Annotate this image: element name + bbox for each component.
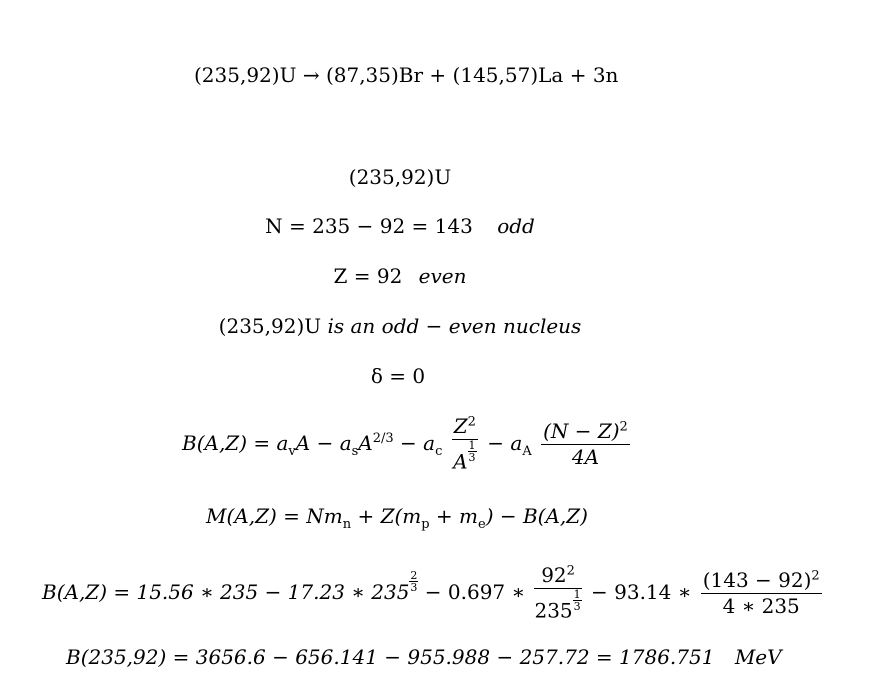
- mass-eq: [206, 504, 588, 532]
- semf-term2-exp: 2/3: [372, 431, 394, 447]
- semf-term1: A − a: [295, 430, 352, 455]
- plus-sign: +: [429, 63, 447, 87]
- ac-sub: c: [435, 443, 443, 459]
- nucleus-text: (235,92)U: [348, 165, 452, 189]
- numeric-fraction2: [701, 568, 822, 619]
- numeric-frac1-num-exp: 2: [566, 563, 575, 579]
- mass-rest: ) − B(A,Z): [485, 504, 588, 528]
- aA-sub: A: [522, 443, 532, 459]
- proton-number-text: Z = 92: [333, 264, 403, 288]
- proton-number-eq: [333, 264, 466, 288]
- plus-sign: +: [569, 63, 587, 87]
- result-eq: [66, 645, 782, 669]
- coulomb-den-exp: $\frac{1}{3}$: [468, 439, 476, 464]
- arrow: →: [302, 63, 320, 87]
- mass-plus: + Z(m: [351, 504, 422, 528]
- coulomb-fraction: [452, 414, 478, 475]
- numeric-frac2-num: (143 − 92): [702, 567, 812, 592]
- classification-nucleus: (235,92)U: [218, 314, 322, 338]
- numeric-mid2: − 93.14 ∗: [584, 579, 698, 604]
- numeric-eq: [42, 563, 825, 624]
- numeric-frac1-den-exp: $\frac{1}{3}$: [573, 588, 581, 613]
- semf-term2-var: A: [358, 430, 373, 455]
- numeric-mid: − 0.697 ∗: [418, 579, 532, 604]
- mn-sub: n: [342, 517, 352, 532]
- numeric-frac1-num: 92: [541, 563, 567, 587]
- as-sub: s: [351, 443, 359, 459]
- neutrons: 3n: [592, 63, 619, 87]
- uranium-235: (235,92)U: [194, 63, 297, 87]
- classification-text: is an odd − even nucleus: [327, 314, 582, 338]
- coulomb-den: A: [453, 449, 468, 474]
- me-sub: e: [478, 517, 486, 532]
- mass-lhs: M(A,Z) = Nm: [206, 504, 343, 528]
- semf-eq: [182, 414, 633, 475]
- delta-eq: [371, 364, 425, 388]
- asym-num-exp: 2: [619, 419, 628, 435]
- neutron-parity: odd: [497, 214, 535, 238]
- semf-ac: − a: [393, 430, 436, 455]
- classification-eq: [219, 314, 582, 338]
- proton-parity: even: [418, 264, 467, 288]
- numeric-frac2-num-exp: 2: [811, 568, 820, 584]
- coulomb-num-exp: 2: [467, 414, 476, 430]
- asym-den: 4A: [571, 444, 600, 469]
- numeric-fraction1: [534, 563, 581, 624]
- numeric-exp: $\frac{2}{3}$: [410, 569, 418, 595]
- asym-num: (N − Z): [543, 418, 620, 443]
- fission-reaction: [194, 63, 618, 87]
- result-unit: MeV: [734, 645, 782, 669]
- neutron-number-eq: [265, 214, 535, 238]
- neutron-number-text: N = 235 − 92 = 143: [265, 214, 473, 238]
- mp-sub: p: [421, 517, 430, 532]
- result-text: B(235,92) = 3656.6 − 656.141 − 955.988 − 257.72 = 1786.751: [66, 645, 715, 669]
- delta-text: δ = 0: [370, 364, 426, 388]
- coulomb-num: Z: [453, 414, 468, 438]
- nucleus-label: [349, 165, 451, 189]
- bromine-87: (87,35)Br: [325, 63, 424, 87]
- av-coef: a: [276, 430, 289, 455]
- semf-lhs: B(A,Z) =: [182, 430, 277, 455]
- lanthanum-145: (145,57)La: [452, 63, 564, 87]
- mass-plus2: + m: [429, 504, 478, 528]
- numeric-lhs: B(A,Z) = 15.56 ∗ 235 − 17.23 ∗ 235: [42, 579, 410, 604]
- asymmetry-fraction: [541, 419, 630, 470]
- numeric-frac1-den: 235: [534, 598, 573, 623]
- av-sub: v: [288, 443, 296, 459]
- semf-aA: − a: [480, 430, 523, 455]
- numeric-frac2-den: 4 ∗ 235: [722, 593, 800, 618]
